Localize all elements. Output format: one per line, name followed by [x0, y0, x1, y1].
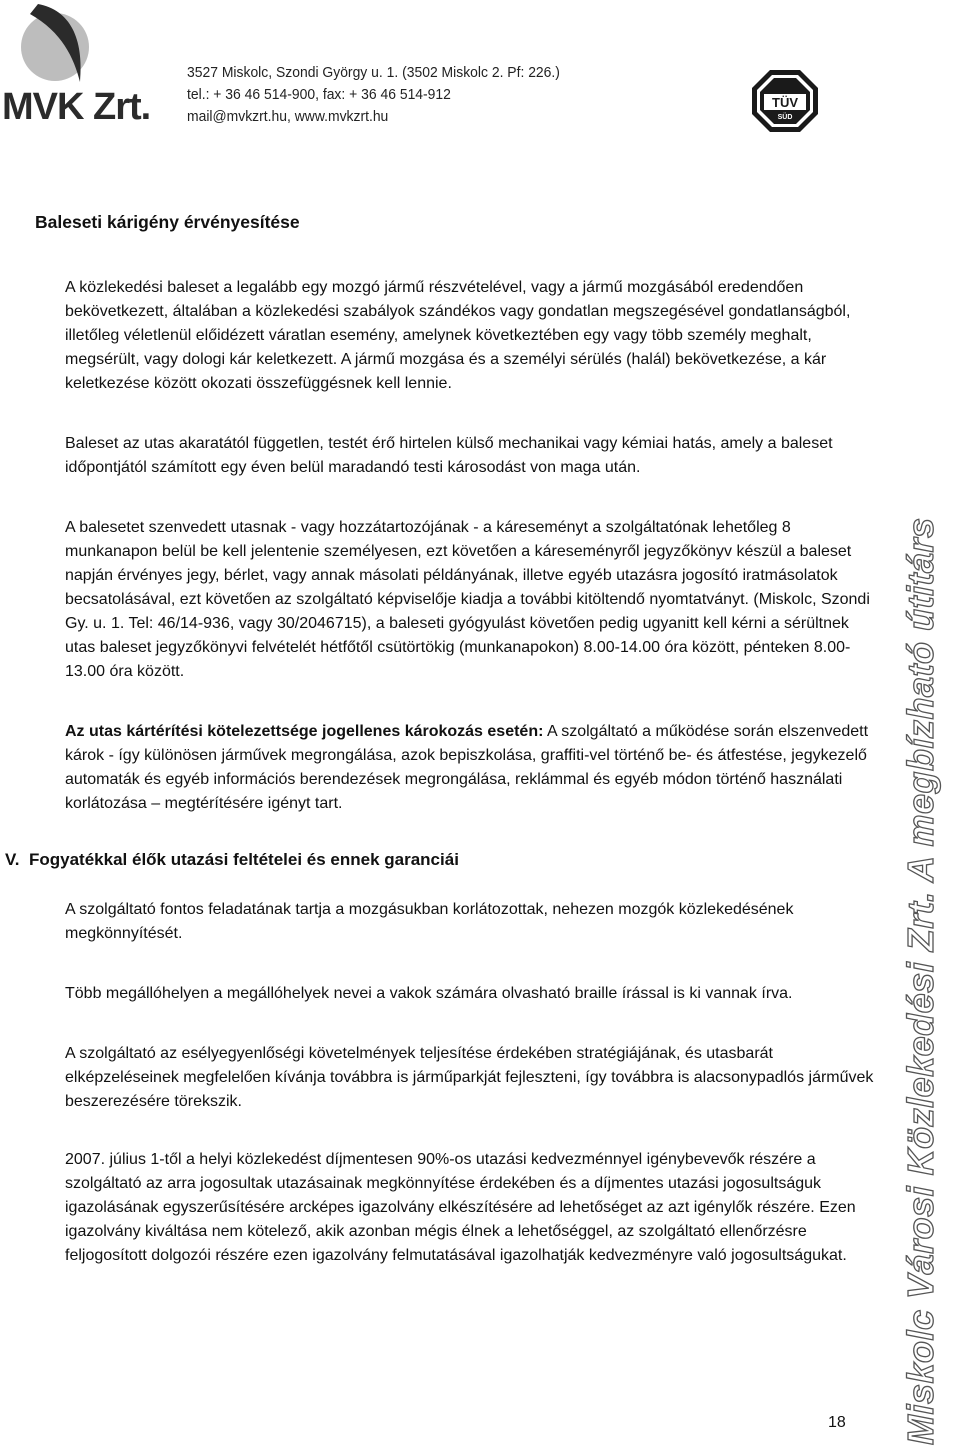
tuv-text: TÜV [772, 95, 798, 110]
paragraph-accident-definition: A közlekedési baleset a legalább egy mozgó jármű részvételével, vagy a jármű mozgásából eredendően bekövetkezett, általában a közlekedési szabályok szándékos vagy gondatlan megszegésével gondatlanságból, illetőleg véletlenül előidézett váratlan esemény, amelynek következtében egy vagy több személy meghalt, megsérült, vagy dologi kár keletkezett. A jármű mozgása és a személyi sérülés (halál) bekövetkezése, a kár keletkezése között okozati összefüggésnek kell lennie. [65, 279, 851, 392]
liability-text: A szolgáltató a működése során elszenvedett károk - így különösen járművek megrongálása, azok bepiszkolása, graffiti-vel történő be- és átfestése, jegykezelő automaták és egyéb információs berendezések megrongálása, reklámmal és egyéb módon történő használati korlátozása – megtérítésére igényt tart. [65, 723, 869, 812]
paragraph-braille: Több megállóhelyen a megállóhelyek nevei a vakok számára olvasható braille írással is ki vannak írva. [65, 985, 793, 1002]
page-number: 18 [828, 1414, 846, 1431]
tuv-subtext: SÜD [777, 114, 793, 121]
paragraph-id-card: 2007. július 1-től a helyi közlekedést díjmentesen 90%-os utazási kedvezménnyel igénybevevők részére a szolgáltató az arra jogosultak utazásainak megkönnyítése érdekében és a díjmentes utazási jogosultságuk igazolásának egyszerűsítésére arcképes igazolvány elkészítésére ad lehetőséget az azt igénylők részére. Ezen igazolvány kiváltása nem kötelező, akik azonban mégis élnek a lehetőséggel, az szolgáltató ellenőrzésre feljogosított dolgozói részére ezen igazolvány felmutatásával igazolhatják kedvezményre való jogosultságukat. [65, 1151, 856, 1264]
side-banner: Miskolc Városi Közlekedési Zrt. A megbízható útitárs [900, 517, 941, 1445]
tuv-certification-logo [750, 68, 820, 134]
paragraph-accident-passenger: Baleset az utas akaratától független, testét érő hirtelen külső mechanikai vagy kémiai hatás, amely a baleset időpontjától számított egy éven belül maradandó testi károsodást von maga után. [65, 435, 833, 476]
address-line: 3527 Miskolc, Szondi György u. 1. (3502 Miskolc 2. Pf: 226.) [187, 65, 560, 81]
section-v-title: Fogyatékkal élők utazási feltételei és ennek garanciái [29, 850, 459, 869]
paragraph-passenger-liability [65, 720, 875, 816]
liability-lead: Az utas kártérítési kötelezettsége jogellenes károkozás esetén: [65, 723, 544, 740]
logo-text: MVK Zrt. [2, 86, 151, 128]
section-v-heading [5, 850, 459, 870]
paragraph-mobility: A szolgáltató fontos feladatának tartja a mozgásukban korlátozottak, nehezen mozgók közlekedésének megkönnyítését. [65, 901, 794, 942]
section-title: Baleseti kárigény érvényesítése [35, 212, 300, 232]
logo-swoosh-icon [0, 0, 160, 95]
company-logo [0, 0, 160, 130]
paragraph-equal-opportunity: A szolgáltató az esélyegyenlőségi követelmények teljesítése érdekében stratégiájának, és utasbarát elképzeléseinek megfelelően kívánja továbbra is járműparkját fejleszteni, így továbbra is alacsonypadlós járművek beszerezésére törekszik. [65, 1045, 874, 1110]
section-v-number: V. [5, 850, 20, 869]
paragraph-claim-procedure: A balesetet szenvedett utasnak - vagy hozzátartozójának - a káreseményt a szolgáltatónak lehetőleg 8 munkanapon belül be kell jelentenie személyesen, ezt követően a káreseményről jegyzőkönyv készül a baleset napján érvényes jegy, bérlet, vagy annak másolati példányának, illetve egyéb utazásra jogosító iratmásolatok becsatolásával, ezt követően az szolgáltató képviselője kiadja a további kitöltendő nyomtatványt. (Miskolc, Szondi Gy. u. 1. Tel: 46/14-936, vagy 30/2046715), a baleseti gyógyulást követően pedig ugyanitt kell kérni a sérültnek utas baleset jegyzőkönyvi felvételét hétfőtől csütörtökig (munkanapokon) 8.00-14.00 óra között, pénteken 8.00-13.00 óra között. [65, 519, 870, 680]
phone-line: tel.: + 36 46 514-900, fax: + 36 46 514-912 [187, 87, 451, 103]
contact-info [187, 62, 560, 128]
web-line: mail@mvkzrt.hu, www.mvkzrt.hu [187, 109, 389, 125]
